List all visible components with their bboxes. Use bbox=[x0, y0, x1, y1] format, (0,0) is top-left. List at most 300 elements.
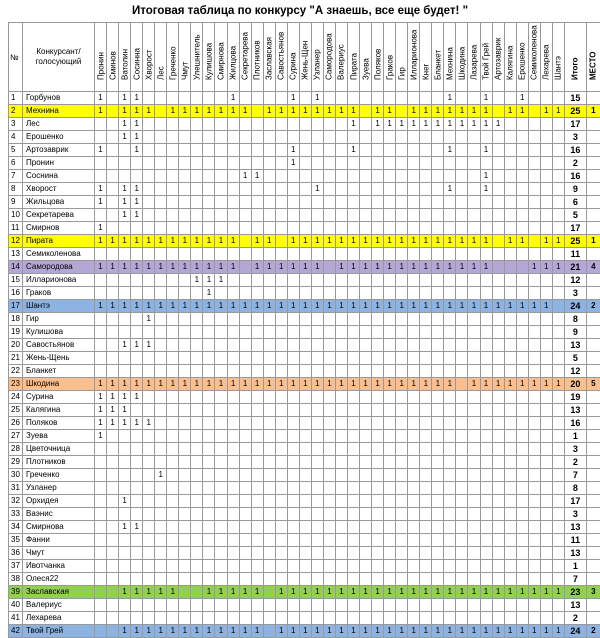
total-cell: 3 bbox=[564, 508, 586, 521]
vote-cell: 1 bbox=[191, 235, 203, 248]
vote-cell bbox=[408, 339, 420, 352]
vote-cell bbox=[360, 365, 372, 378]
vote-cell bbox=[396, 508, 408, 521]
vote-cell bbox=[480, 248, 492, 261]
vote-cell bbox=[372, 521, 384, 534]
vote-cell bbox=[323, 209, 335, 222]
vote-cell bbox=[275, 352, 287, 365]
vote-cell bbox=[408, 326, 420, 339]
row-number: 15 bbox=[9, 274, 23, 287]
vote-cell bbox=[468, 443, 480, 456]
vote-cell bbox=[396, 105, 408, 118]
total-cell: 3 bbox=[564, 287, 586, 300]
vote-cell bbox=[179, 495, 191, 508]
vote-cell bbox=[540, 352, 552, 365]
vote-cell bbox=[480, 313, 492, 326]
vote-cell: 1 bbox=[167, 235, 179, 248]
vote-cell bbox=[155, 508, 167, 521]
vote-cell bbox=[516, 222, 528, 235]
vote-cell bbox=[167, 482, 179, 495]
vote-cell bbox=[420, 209, 432, 222]
header-judge bbox=[516, 23, 528, 92]
vote-cell bbox=[444, 495, 456, 508]
vote-cell bbox=[107, 170, 119, 183]
vote-cell bbox=[287, 274, 299, 287]
vote-cell bbox=[516, 196, 528, 209]
vote-cell bbox=[179, 144, 191, 157]
vote-cell bbox=[528, 196, 540, 209]
vote-cell bbox=[408, 183, 420, 196]
vote-cell bbox=[167, 547, 179, 560]
vote-cell bbox=[179, 183, 191, 196]
vote-cell: 1 bbox=[396, 586, 408, 599]
total-cell: 25 bbox=[564, 105, 586, 118]
table-row bbox=[9, 144, 600, 157]
vote-cell bbox=[155, 391, 167, 404]
vote-cell bbox=[227, 417, 239, 430]
vote-cell bbox=[347, 196, 359, 209]
vote-cell bbox=[107, 495, 119, 508]
contestant-name: Орхидея bbox=[23, 495, 95, 508]
vote-cell bbox=[552, 612, 564, 625]
vote-cell bbox=[95, 131, 107, 144]
vote-cell bbox=[215, 560, 227, 573]
vote-cell: 1 bbox=[480, 92, 492, 105]
vote-cell bbox=[299, 508, 311, 521]
vote-cell: 1 bbox=[107, 404, 119, 417]
vote-cell bbox=[191, 508, 203, 521]
vote-cell bbox=[540, 157, 552, 170]
header-judge bbox=[239, 23, 251, 92]
vote-cell bbox=[492, 482, 504, 495]
vote-cell: 1 bbox=[119, 417, 131, 430]
vote-cell: 1 bbox=[480, 118, 492, 131]
vote-cell bbox=[552, 534, 564, 547]
vote-cell bbox=[516, 313, 528, 326]
vote-cell bbox=[191, 586, 203, 599]
vote-cell bbox=[287, 352, 299, 365]
vote-cell bbox=[408, 274, 420, 287]
vote-cell bbox=[408, 430, 420, 443]
header-judge bbox=[540, 23, 552, 92]
row-number: 16 bbox=[9, 287, 23, 300]
vote-cell: 1 bbox=[468, 105, 480, 118]
vote-cell bbox=[143, 157, 155, 170]
vote-cell bbox=[191, 443, 203, 456]
vote-cell: 1 bbox=[540, 586, 552, 599]
row-number: 22 bbox=[9, 365, 23, 378]
vote-cell bbox=[335, 92, 347, 105]
vote-cell: 1 bbox=[215, 378, 227, 391]
vote-cell bbox=[408, 573, 420, 586]
vote-cell bbox=[323, 417, 335, 430]
vote-cell bbox=[396, 287, 408, 300]
vote-cell bbox=[239, 118, 251, 131]
vote-cell bbox=[119, 365, 131, 378]
vote-cell bbox=[275, 495, 287, 508]
vote-cell: 1 bbox=[263, 300, 275, 313]
vote-cell bbox=[360, 131, 372, 144]
vote-cell: 1 bbox=[516, 378, 528, 391]
vote-cell bbox=[227, 118, 239, 131]
vote-cell: 1 bbox=[131, 131, 143, 144]
judge-label: Жилцова bbox=[229, 46, 238, 80]
vote-cell bbox=[167, 183, 179, 196]
vote-cell bbox=[311, 547, 323, 560]
total-cell: 20 bbox=[564, 378, 586, 391]
vote-cell bbox=[408, 144, 420, 157]
vote-cell bbox=[299, 209, 311, 222]
vote-cell: 1 bbox=[480, 105, 492, 118]
vote-cell bbox=[492, 222, 504, 235]
vote-cell bbox=[444, 612, 456, 625]
vote-cell: 1 bbox=[528, 378, 540, 391]
vote-cell: 1 bbox=[480, 144, 492, 157]
vote-cell bbox=[251, 183, 263, 196]
header-judge bbox=[287, 23, 299, 92]
vote-cell bbox=[323, 612, 335, 625]
row-number: 36 bbox=[9, 547, 23, 560]
contestant-name: Плотников bbox=[23, 456, 95, 469]
vote-cell bbox=[492, 209, 504, 222]
vote-cell bbox=[179, 573, 191, 586]
vote-cell bbox=[251, 352, 263, 365]
vote-cell: 1 bbox=[444, 625, 456, 638]
vote-cell: 1 bbox=[444, 144, 456, 157]
vote-cell bbox=[167, 495, 179, 508]
vote-cell: 1 bbox=[372, 625, 384, 638]
vote-cell: 1 bbox=[384, 625, 396, 638]
vote-cell: 1 bbox=[203, 300, 215, 313]
vote-cell bbox=[311, 391, 323, 404]
vote-cell bbox=[299, 391, 311, 404]
place-cell bbox=[586, 248, 600, 261]
vote-cell bbox=[360, 560, 372, 573]
contestant-name: Жильцова bbox=[23, 196, 95, 209]
vote-cell bbox=[131, 170, 143, 183]
vote-cell bbox=[311, 144, 323, 157]
vote-cell bbox=[516, 248, 528, 261]
vote-cell bbox=[275, 235, 287, 248]
vote-cell bbox=[552, 391, 564, 404]
vote-cell: 1 bbox=[444, 118, 456, 131]
vote-cell bbox=[143, 521, 155, 534]
vote-cell: 1 bbox=[552, 261, 564, 274]
vote-cell: 1 bbox=[408, 378, 420, 391]
vote-cell bbox=[95, 157, 107, 170]
vote-cell bbox=[360, 508, 372, 521]
place-cell bbox=[586, 352, 600, 365]
vote-cell: 1 bbox=[420, 105, 432, 118]
vote-cell: 1 bbox=[287, 144, 299, 157]
vote-cell bbox=[540, 196, 552, 209]
vote-cell bbox=[179, 287, 191, 300]
vote-cell bbox=[504, 547, 516, 560]
table-row bbox=[9, 378, 600, 391]
vote-cell bbox=[480, 352, 492, 365]
vote-cell: 1 bbox=[131, 196, 143, 209]
vote-cell bbox=[540, 326, 552, 339]
vote-cell: 1 bbox=[552, 625, 564, 638]
vote-cell bbox=[227, 170, 239, 183]
vote-cell bbox=[251, 196, 263, 209]
total-cell: 24 bbox=[564, 300, 586, 313]
vote-cell bbox=[287, 183, 299, 196]
vote-cell bbox=[287, 417, 299, 430]
vote-cell: 1 bbox=[360, 586, 372, 599]
vote-cell bbox=[131, 469, 143, 482]
vote-cell bbox=[335, 339, 347, 352]
vote-cell: 1 bbox=[143, 417, 155, 430]
vote-cell bbox=[347, 339, 359, 352]
vote-cell bbox=[480, 443, 492, 456]
contestant-name: Секретарева bbox=[23, 209, 95, 222]
header-judge bbox=[504, 23, 516, 92]
judge-label: Жень-Щен bbox=[301, 41, 310, 80]
vote-cell: 1 bbox=[191, 300, 203, 313]
vote-cell bbox=[528, 144, 540, 157]
vote-cell bbox=[456, 339, 468, 352]
vote-cell bbox=[119, 287, 131, 300]
vote-cell bbox=[504, 417, 516, 430]
vote-cell: 1 bbox=[155, 378, 167, 391]
vote-cell bbox=[492, 144, 504, 157]
vote-cell bbox=[191, 144, 203, 157]
vote-cell: 1 bbox=[516, 92, 528, 105]
vote-cell: 1 bbox=[468, 235, 480, 248]
vote-cell bbox=[384, 612, 396, 625]
vote-cell bbox=[251, 287, 263, 300]
vote-cell bbox=[131, 287, 143, 300]
vote-cell bbox=[179, 560, 191, 573]
vote-cell bbox=[95, 534, 107, 547]
vote-cell bbox=[360, 573, 372, 586]
contestant-name: Твой Грей bbox=[23, 625, 95, 638]
vote-cell bbox=[492, 261, 504, 274]
header-judge bbox=[167, 23, 179, 92]
vote-cell bbox=[480, 209, 492, 222]
vote-cell bbox=[540, 170, 552, 183]
header-judge bbox=[323, 23, 335, 92]
vote-cell bbox=[203, 443, 215, 456]
table-row bbox=[9, 222, 600, 235]
vote-cell bbox=[360, 391, 372, 404]
vote-cell bbox=[540, 131, 552, 144]
vote-cell bbox=[143, 469, 155, 482]
vote-cell bbox=[372, 170, 384, 183]
judge-label: Хворост bbox=[144, 49, 153, 80]
place-cell: 4 bbox=[586, 261, 600, 274]
vote-cell bbox=[432, 339, 444, 352]
vote-cell bbox=[468, 183, 480, 196]
vote-cell bbox=[360, 547, 372, 560]
vote-cell bbox=[528, 274, 540, 287]
row-number: 38 bbox=[9, 573, 23, 586]
vote-cell bbox=[155, 222, 167, 235]
vote-cell bbox=[432, 222, 444, 235]
vote-cell bbox=[528, 599, 540, 612]
table-row bbox=[9, 261, 600, 274]
vote-cell bbox=[372, 313, 384, 326]
vote-cell: 1 bbox=[516, 105, 528, 118]
vote-cell bbox=[275, 365, 287, 378]
vote-cell: 1 bbox=[131, 209, 143, 222]
vote-cell: 1 bbox=[372, 105, 384, 118]
vote-cell bbox=[420, 547, 432, 560]
row-number: 5 bbox=[9, 144, 23, 157]
vote-cell bbox=[335, 248, 347, 261]
vote-cell bbox=[396, 547, 408, 560]
vote-cell bbox=[263, 404, 275, 417]
vote-cell bbox=[95, 118, 107, 131]
vote-cell bbox=[119, 170, 131, 183]
vote-cell bbox=[492, 196, 504, 209]
vote-cell bbox=[335, 560, 347, 573]
vote-cell bbox=[227, 456, 239, 469]
vote-cell bbox=[552, 339, 564, 352]
vote-cell: 1 bbox=[396, 625, 408, 638]
vote-cell bbox=[287, 612, 299, 625]
vote-cell: 1 bbox=[468, 300, 480, 313]
table-row bbox=[9, 235, 600, 248]
vote-cell: 1 bbox=[119, 404, 131, 417]
vote-cell bbox=[119, 430, 131, 443]
table-row bbox=[9, 196, 600, 209]
judge-label: Лазарева bbox=[469, 45, 478, 80]
vote-cell: 1 bbox=[347, 105, 359, 118]
vote-cell: 1 bbox=[372, 300, 384, 313]
vote-cell bbox=[155, 287, 167, 300]
vote-cell bbox=[468, 170, 480, 183]
vote-cell: 1 bbox=[251, 625, 263, 638]
vote-cell bbox=[372, 443, 384, 456]
vote-cell bbox=[251, 404, 263, 417]
row-number: 17 bbox=[9, 300, 23, 313]
vote-cell bbox=[516, 430, 528, 443]
vote-cell bbox=[492, 612, 504, 625]
vote-cell bbox=[215, 495, 227, 508]
vote-cell bbox=[540, 118, 552, 131]
vote-cell bbox=[131, 508, 143, 521]
vote-cell bbox=[311, 352, 323, 365]
vote-cell bbox=[540, 339, 552, 352]
vote-cell bbox=[167, 118, 179, 131]
vote-cell bbox=[299, 443, 311, 456]
vote-cell bbox=[131, 157, 143, 170]
vote-cell bbox=[155, 560, 167, 573]
vote-cell: 1 bbox=[251, 300, 263, 313]
vote-cell bbox=[203, 547, 215, 560]
vote-cell bbox=[251, 92, 263, 105]
vote-cell bbox=[287, 287, 299, 300]
table-row bbox=[9, 417, 600, 430]
vote-cell: 1 bbox=[444, 378, 456, 391]
vote-cell bbox=[239, 456, 251, 469]
vote-cell bbox=[335, 118, 347, 131]
row-number: 32 bbox=[9, 495, 23, 508]
vote-cell bbox=[143, 118, 155, 131]
vote-cell bbox=[432, 534, 444, 547]
vote-cell bbox=[179, 326, 191, 339]
vote-cell bbox=[335, 417, 347, 430]
vote-cell bbox=[131, 248, 143, 261]
vote-cell bbox=[167, 560, 179, 573]
vote-cell bbox=[239, 222, 251, 235]
vote-cell bbox=[444, 326, 456, 339]
vote-cell bbox=[287, 170, 299, 183]
vote-cell bbox=[155, 105, 167, 118]
vote-cell bbox=[528, 521, 540, 534]
vote-cell bbox=[552, 274, 564, 287]
judge-label: Сурина bbox=[289, 53, 298, 80]
row-number: 7 bbox=[9, 170, 23, 183]
vote-cell bbox=[384, 209, 396, 222]
vote-cell: 1 bbox=[444, 92, 456, 105]
vote-cell bbox=[311, 339, 323, 352]
vote-cell bbox=[384, 599, 396, 612]
vote-cell bbox=[107, 118, 119, 131]
vote-cell bbox=[251, 482, 263, 495]
vote-cell bbox=[396, 404, 408, 417]
vote-cell: 1 bbox=[420, 118, 432, 131]
vote-cell: 1 bbox=[203, 261, 215, 274]
vote-cell bbox=[95, 209, 107, 222]
row-number: 13 bbox=[9, 248, 23, 261]
vote-cell: 1 bbox=[552, 586, 564, 599]
vote-cell bbox=[299, 469, 311, 482]
vote-cell bbox=[227, 612, 239, 625]
vote-cell bbox=[528, 313, 540, 326]
vote-cell bbox=[287, 599, 299, 612]
vote-cell bbox=[95, 560, 107, 573]
vote-cell bbox=[299, 222, 311, 235]
vote-cell bbox=[299, 495, 311, 508]
judge-label: Ватолин bbox=[120, 49, 129, 80]
vote-cell bbox=[360, 183, 372, 196]
vote-cell bbox=[215, 352, 227, 365]
vote-cell bbox=[167, 391, 179, 404]
vote-cell bbox=[384, 482, 396, 495]
vote-cell bbox=[540, 287, 552, 300]
vote-cell: 1 bbox=[107, 235, 119, 248]
vote-cell bbox=[263, 534, 275, 547]
total-cell: 17 bbox=[564, 222, 586, 235]
vote-cell bbox=[552, 300, 564, 313]
vote-cell bbox=[347, 456, 359, 469]
vote-cell bbox=[287, 443, 299, 456]
vote-cell: 1 bbox=[372, 118, 384, 131]
vote-cell bbox=[251, 547, 263, 560]
row-number: 9 bbox=[9, 196, 23, 209]
vote-cell bbox=[456, 482, 468, 495]
vote-cell bbox=[95, 573, 107, 586]
vote-cell bbox=[263, 417, 275, 430]
vote-cell: 1 bbox=[95, 417, 107, 430]
vote-cell bbox=[516, 131, 528, 144]
vote-cell: 1 bbox=[528, 625, 540, 638]
vote-cell bbox=[396, 495, 408, 508]
header-judge bbox=[215, 23, 227, 92]
vote-cell: 1 bbox=[287, 586, 299, 599]
vote-cell bbox=[215, 391, 227, 404]
header-judge bbox=[420, 23, 432, 92]
vote-cell bbox=[251, 313, 263, 326]
vote-cell bbox=[311, 443, 323, 456]
vote-cell bbox=[504, 183, 516, 196]
vote-cell bbox=[468, 612, 480, 625]
vote-cell: 1 bbox=[311, 625, 323, 638]
vote-cell bbox=[299, 92, 311, 105]
